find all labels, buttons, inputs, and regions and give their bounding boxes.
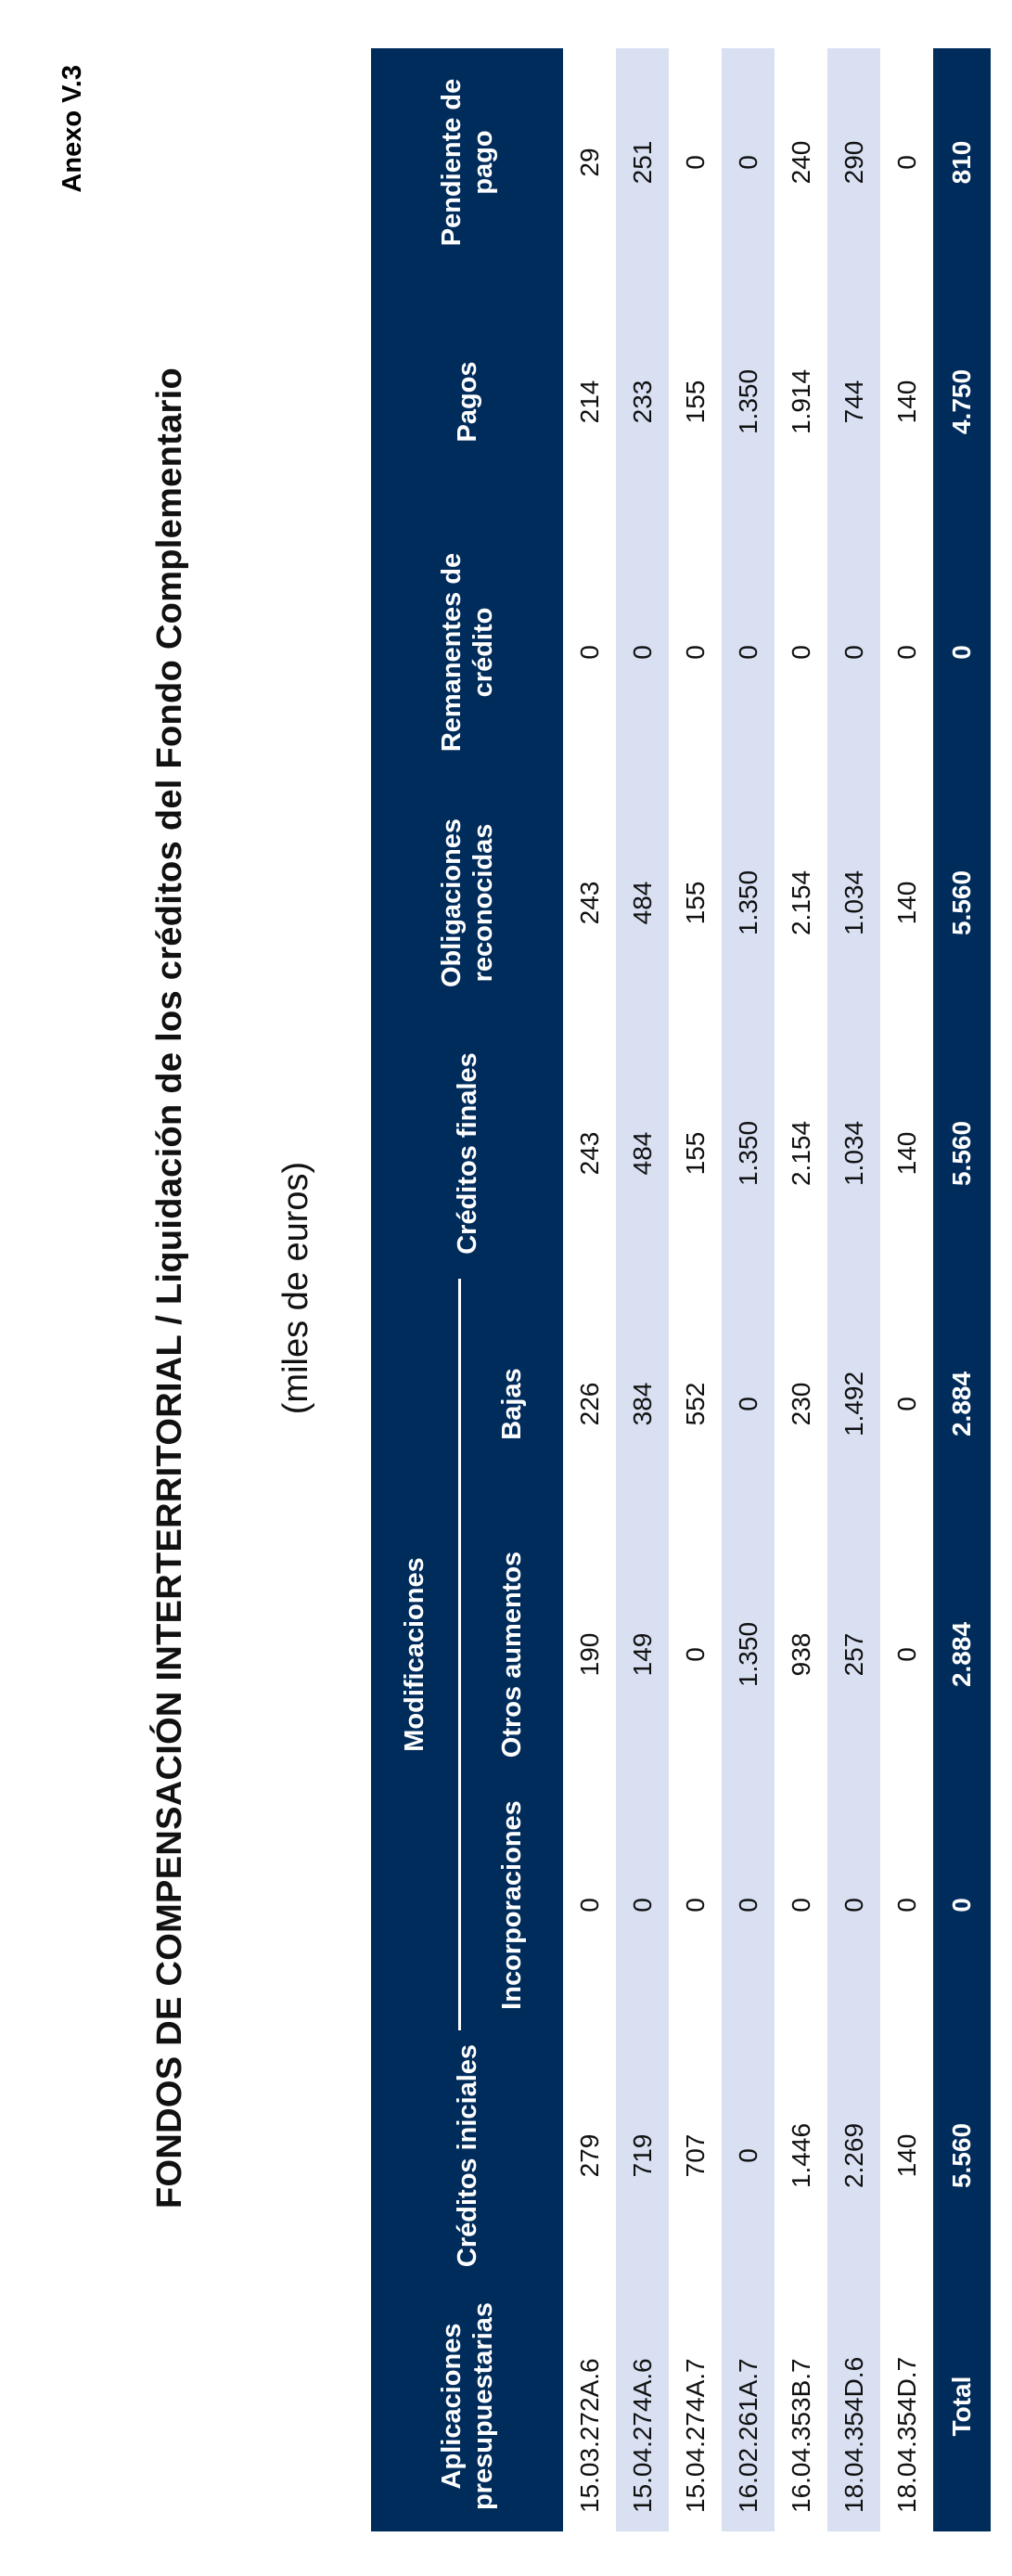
table-row [880, 48, 933, 2531]
cell: 1.350 [722, 778, 775, 1028]
cell: 290 [827, 48, 880, 277]
cell: 2.154 [786, 869, 815, 936]
total-cell: 5.560 [933, 778, 991, 1028]
cell: 279 [574, 2133, 604, 2178]
units-subtitle: (miles de euros) [276, 1161, 315, 1415]
cell: 226 [574, 1382, 604, 1426]
cell: 140 [891, 881, 921, 925]
cell: 0 [680, 155, 710, 170]
cell: 1.034 [827, 1028, 880, 1279]
cell: 0 [891, 1397, 921, 1411]
cell: 0 [722, 48, 775, 277]
cell: 0 [680, 1898, 710, 1913]
cell: 2.154 [786, 1120, 815, 1187]
total-cell: 0 [933, 1780, 991, 2030]
cell: 484 [616, 778, 669, 1028]
credits-table [371, 48, 991, 2531]
total-label: Total [933, 2281, 991, 2531]
header-aplicaciones: Aplicaciones presupuestarias [436, 2301, 498, 2511]
table-row [775, 48, 827, 2531]
row-aplicacion: 16.02.261A.7 [722, 2281, 775, 2531]
header-bajas: Bajas [497, 1368, 527, 1440]
cell: 251 [616, 48, 669, 277]
total-cell: 0 [933, 527, 991, 778]
cell: 0 [616, 527, 669, 778]
cell: 240 [786, 140, 815, 185]
total-row [933, 48, 991, 2531]
total-cell: 5.560 [933, 1028, 991, 1279]
row-aplicacion: 16.04.353B.7 [786, 2358, 815, 2513]
header-creditos-iniciales: Créditos iniciales [452, 2043, 482, 2268]
cell: 1.350 [722, 277, 775, 527]
cell: 2.269 [827, 2030, 880, 2281]
table-row [563, 48, 616, 2531]
row-aplicacion: 15.03.272A.6 [574, 2358, 604, 2513]
header-otros-aumentos: Otros aumentos [497, 1551, 527, 1758]
header-creditos-finales: Créditos finales [452, 1052, 482, 1255]
cell: 1.350 [722, 1028, 775, 1279]
cell: 0 [722, 2030, 775, 2281]
cell: 0 [722, 1780, 775, 2030]
cell: 155 [680, 380, 710, 424]
cell: 0 [891, 1647, 921, 1662]
cell: 0 [680, 645, 710, 660]
header-pagos: Pagos [452, 361, 482, 443]
cell: 155 [680, 881, 710, 925]
cell: 243 [574, 1131, 604, 1176]
total-cell: 2.884 [933, 1279, 991, 1529]
cell: 484 [616, 1028, 669, 1279]
cell: 190 [574, 1632, 604, 1677]
cell: 0 [891, 155, 921, 170]
header-row-top [371, 48, 460, 2531]
row-aplicacion: 15.04.274A.7 [680, 2358, 710, 2513]
cell: 140 [891, 2133, 921, 2178]
cell: 230 [786, 1382, 815, 1426]
cell: 140 [891, 380, 921, 424]
header-incorporaciones: Incorporaciones [497, 1800, 527, 2010]
cell: 0 [786, 645, 815, 660]
cell: 384 [616, 1279, 669, 1529]
cell: 719 [616, 2030, 669, 2281]
header-obligaciones: Obligaciones reconocidas [436, 818, 498, 988]
cell: 149 [616, 1529, 669, 1780]
cell: 552 [680, 1382, 710, 1426]
cell: 243 [574, 881, 604, 925]
cell: 1.446 [786, 2122, 815, 2189]
cell: 0 [574, 645, 604, 660]
cell: 0 [722, 527, 775, 778]
cell: 0 [616, 1780, 669, 2030]
cell: 1.914 [786, 368, 815, 435]
cell: 0 [786, 1898, 815, 1913]
cell: 0 [827, 527, 880, 778]
cell: 1.034 [827, 778, 880, 1028]
cell: 214 [574, 380, 604, 424]
table-row [827, 48, 880, 2531]
header-remanentes: Remanentes de crédito [436, 552, 498, 753]
cell: 0 [827, 1780, 880, 2030]
cell: 0 [891, 645, 921, 660]
row-aplicacion: 15.04.274A.6 [616, 2281, 669, 2531]
annex-label: Anexo V.3 [58, 65, 87, 193]
cell: 0 [574, 1898, 604, 1913]
cell: 0 [891, 1898, 921, 1913]
cell: 257 [827, 1529, 880, 1780]
cell: 233 [616, 277, 669, 527]
cell: 1.492 [827, 1279, 880, 1529]
header-pendiente: Pendiente de pago [436, 78, 498, 247]
table-row [669, 48, 722, 2531]
cell: 29 [574, 148, 604, 177]
row-aplicacion: 18.04.354D.6 [827, 2281, 880, 2531]
cell: 938 [786, 1632, 815, 1677]
total-cell: 2.884 [933, 1529, 991, 1780]
total-cell: 810 [933, 48, 991, 277]
cell: 155 [680, 1131, 710, 1176]
table-row [616, 48, 669, 2531]
total-cell: 5.560 [933, 2030, 991, 2281]
total-cell: 4.750 [933, 277, 991, 527]
page-title: FONDOS DE COMPENSACIÓN INTERTERRITORIAL / Liquidación de los créditos del Fondo Complementario [150, 367, 189, 2209]
cell: 744 [827, 277, 880, 527]
header-modificaciones: Modificaciones [371, 1279, 460, 2030]
table-row [722, 48, 775, 2531]
cell: 0 [722, 1279, 775, 1529]
cell: 707 [680, 2133, 710, 2178]
row-aplicacion: 18.04.354D.7 [891, 2356, 921, 2513]
cell: 140 [891, 1131, 921, 1176]
cell: 0 [680, 1647, 710, 1662]
cell: 1.350 [722, 1529, 775, 1780]
